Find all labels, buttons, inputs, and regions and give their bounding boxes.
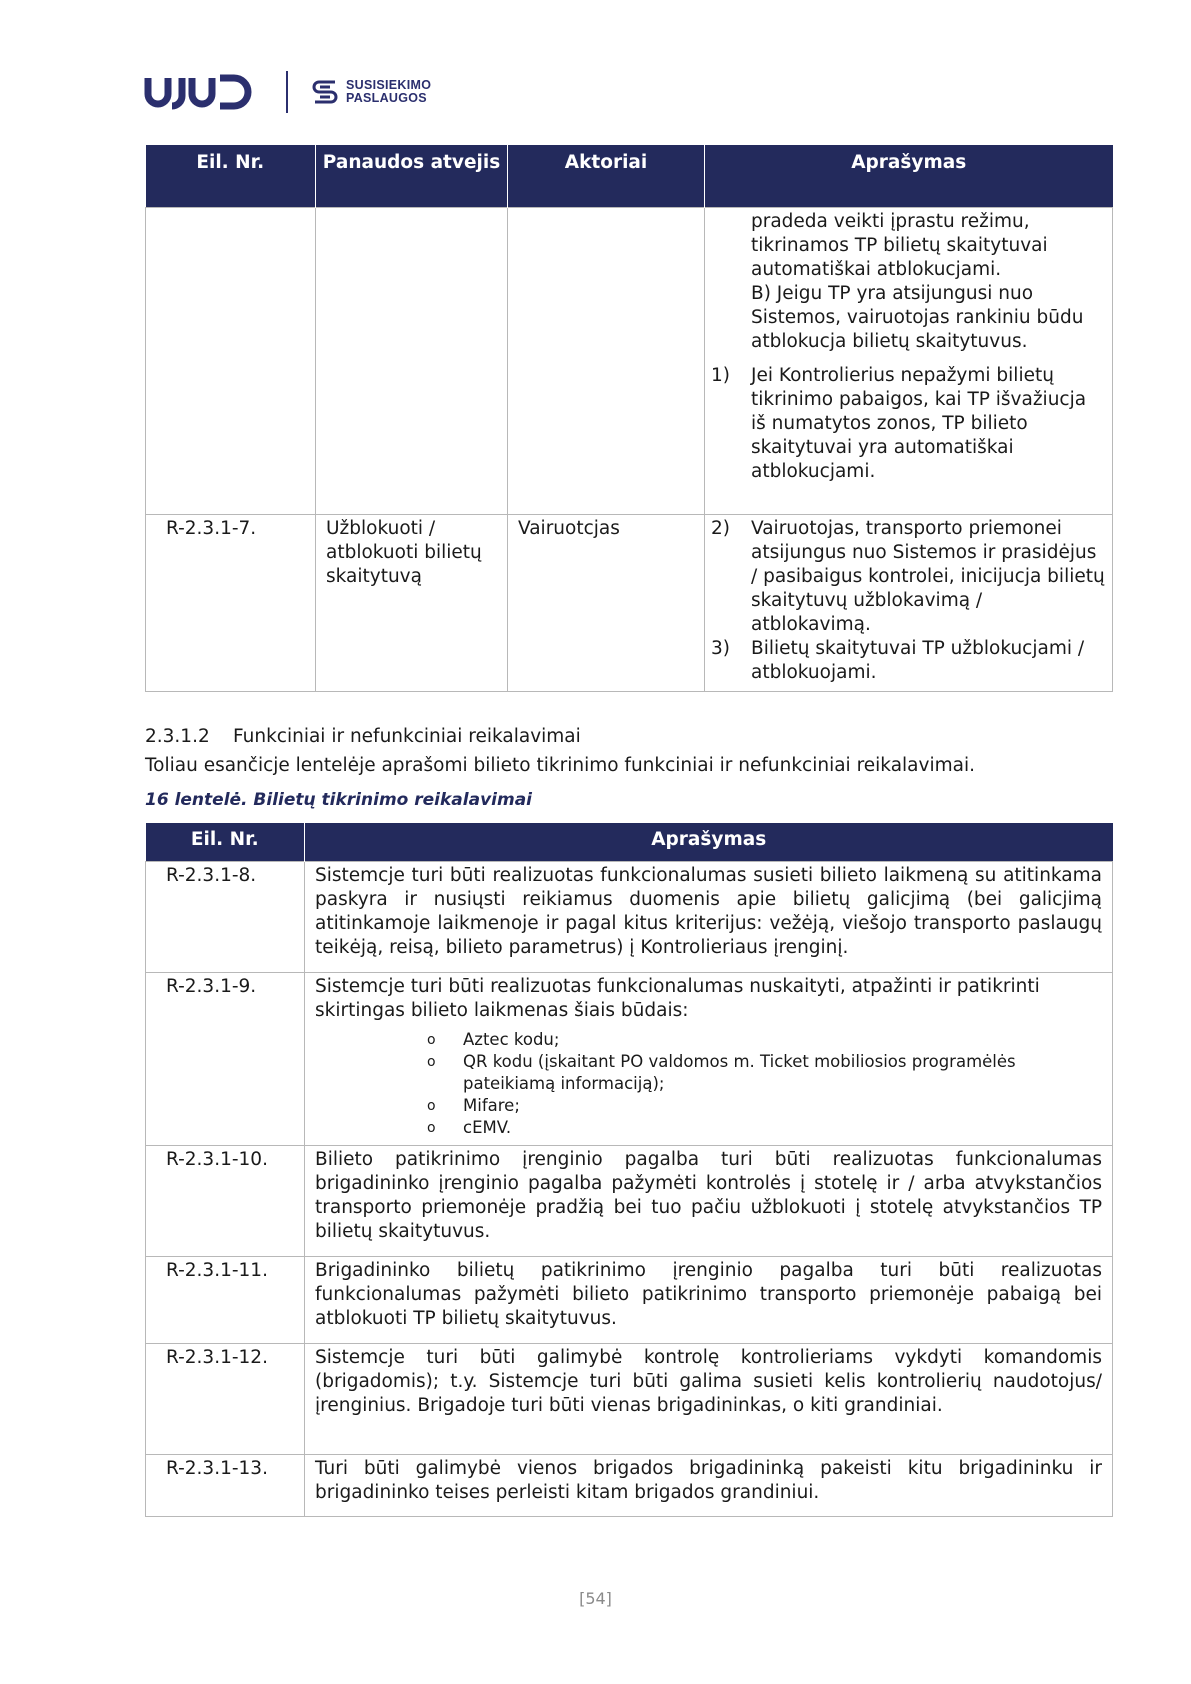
cell-description [705, 208, 1113, 515]
table-row [146, 1257, 1113, 1344]
table-header-row [146, 823, 1113, 862]
cell-actor: Vairuotcjas [508, 515, 705, 692]
cell-case: Užblokuoti / atblokuoti bilietų skaitytuvą [316, 515, 508, 692]
table-row [146, 1455, 1113, 1517]
cell-id: R-2.3.1-13. [146, 1455, 305, 1517]
cell-empty [316, 208, 508, 515]
table-header-row [146, 145, 1113, 208]
bullet-text: Mifare; [463, 1096, 520, 1115]
bullet-marker: o [427, 1032, 436, 1048]
cell-empty [508, 208, 705, 515]
list-item [315, 1051, 1102, 1095]
item-number: 1) [711, 365, 730, 386]
requirements-table [145, 823, 1113, 1517]
cell-description [705, 515, 1113, 692]
cell-description: Sistemcje turi būti galimybė kontrolę kontrolieriams vykdyti komandomis (brigadomis); t.y. Sistemcje turi būti galima susieti kelis kontrolierių naudotojus/įrenginius. Brigadoje turi būti vienas brigadininkas, o kiti grandiniai. [305, 1344, 1113, 1455]
cell-description: Brigadininko bilietų patikrinimo įrenginio pagalba turi būti realizuotas funkcionalumas pažymėti bilieto patikrinimo transporto priemonėje pabaigą bei atblokuoti TP bilietų skaitytuvus. [305, 1257, 1113, 1344]
header-divider [286, 71, 288, 113]
col-header-description: Aprašymas [305, 823, 1113, 862]
table-row [146, 208, 1113, 515]
description-continued: pradeda veikti įprastu režimu, tikrinamos TP bilietų skaitytuvai automatiškai atblokucjami. B) Jeigu TP yra atsijungusi nuo Sistemos, vairuotojas rankiniu būdu atblokucja bilietų skaitytuvus. [751, 211, 1084, 352]
item-number: 3) [711, 638, 730, 659]
item-text: Bilietų skaitytuvai TP užblokucjami / atblokuojami. [751, 638, 1085, 683]
col-header-actors: Aktoriai [508, 145, 705, 208]
table-row [146, 1344, 1113, 1455]
judu-logo-icon [144, 72, 264, 112]
cell-empty [146, 208, 316, 515]
list-item [711, 364, 1106, 484]
page-header [144, 64, 431, 120]
use-case-table [145, 145, 1113, 692]
cell-description [305, 973, 1113, 1146]
item-text: Vairuotojas, transporto priemonei atsijungus nuo Sistemos ir prasidėjus / pasibaigus kontrolei, inicijucja bilietų skaitytuvų užblokavimą / atblokavimą. [751, 518, 1105, 635]
list-item [315, 1095, 1102, 1117]
list-item [315, 1117, 1102, 1139]
section-number: 2.3.1.2 [145, 726, 210, 747]
bullet-list [315, 1029, 1102, 1139]
table-caption: 16 lentelė. Bilietų tikrinimo reikalavimai [145, 790, 532, 810]
bullet-text: cEMV. [463, 1118, 512, 1137]
partner-line-1: SUSISIEKIMO [346, 78, 432, 92]
cell-id: R-2.3.1-10. [146, 1146, 305, 1257]
judu-logo [144, 72, 264, 112]
list-item [711, 637, 1106, 685]
table-row [146, 515, 1113, 692]
cell-id: R-2.3.1-8. [146, 862, 305, 973]
list-item [711, 517, 1106, 637]
page-number: [54] [579, 1589, 612, 1608]
requirement-text: Sistemcje turi būti realizuotas funkcionalumas nuskaityti, atpažinti ir patikrinti skirtingas bilieto laikmenas šiais būdais: [315, 976, 1040, 1021]
bullet-marker: o [427, 1098, 436, 1114]
col-header-id: Eil. Nr. [146, 145, 316, 208]
partner-line-2: PASLAUGOS [346, 91, 427, 105]
table-row [146, 973, 1113, 1146]
col-header-id: Eil. Nr. [146, 823, 305, 862]
section-intro: Toliau esančicje lentelėje aprašomi bilieto tikrinimo funkciniai ir nefunkciniai reikalavimai. [145, 755, 975, 776]
bullet-text: QR kodu (įskaitant PO valdomos m. Ticket mobiliosios programėlės pateikiamą informaciją); [463, 1052, 1016, 1093]
section-title: Funkciniai ir nefunkciniai reikalavimai [233, 726, 581, 747]
cell-description: Bilieto patikrinimo įrenginio pagalba turi būti realizuotas funkcionalumas brigadininko įrenginio pagalba pažymėti kontrolės į stotelę ir / arba atvykstančios transporto priemonėje pradžią bei tuo pačiu užblokuoti į stotelę atvykstančios TP bilietų skaitytuvus. [305, 1146, 1113, 1257]
bullet-marker: o [427, 1120, 436, 1136]
item-number: 2) [711, 518, 730, 539]
ss-logo-icon [310, 77, 340, 107]
table-row [146, 1146, 1113, 1257]
table-row [146, 862, 1113, 973]
item-text: Jei Kontrolierius nepažymi bilietų tikrinimo pabaigos, kai TP išvažiucja iš numatytos zonos, TP bilieto skaitytuvai yra automatiškai atblokucjami. [751, 365, 1087, 482]
bullet-text: Aztec kodu; [463, 1030, 560, 1049]
cell-id: R-2.3.1-12. [146, 1344, 305, 1455]
bullet-marker: o [427, 1054, 436, 1070]
col-header-case: Panaudos atvejis [316, 145, 508, 208]
cell-description: Sistemcje turi būti realizuotas funkcionalumas susieti bilieto laikmeną su atitinkama paskyra ir nusiųsti reikiamus duomenis apie bilietų galicjimą (bei galicjimą atitinkamoje laikmenoje ir pagal kitus kriterijus: vežėją, viešojo transporto paslaugų teikėją, reisą, bilieto parametrus) į Kontrolieriaus įrenginį. [305, 862, 1113, 973]
section-heading [145, 725, 581, 749]
list-item [315, 1029, 1102, 1051]
cell-id: R-2.3.1-7. [146, 515, 316, 692]
col-header-description: Aprašymas [705, 145, 1113, 208]
cell-description: Turi būti galimybė vienos brigados brigadininką pakeisti kitu brigadininku ir brigadininko teises perleisti kitam brigados grandiniui. [305, 1455, 1113, 1517]
susisiekimo-paslaugos-logo [310, 77, 431, 107]
cell-id: R-2.3.1-9. [146, 973, 305, 1146]
cell-id: R-2.3.1-11. [146, 1257, 305, 1344]
